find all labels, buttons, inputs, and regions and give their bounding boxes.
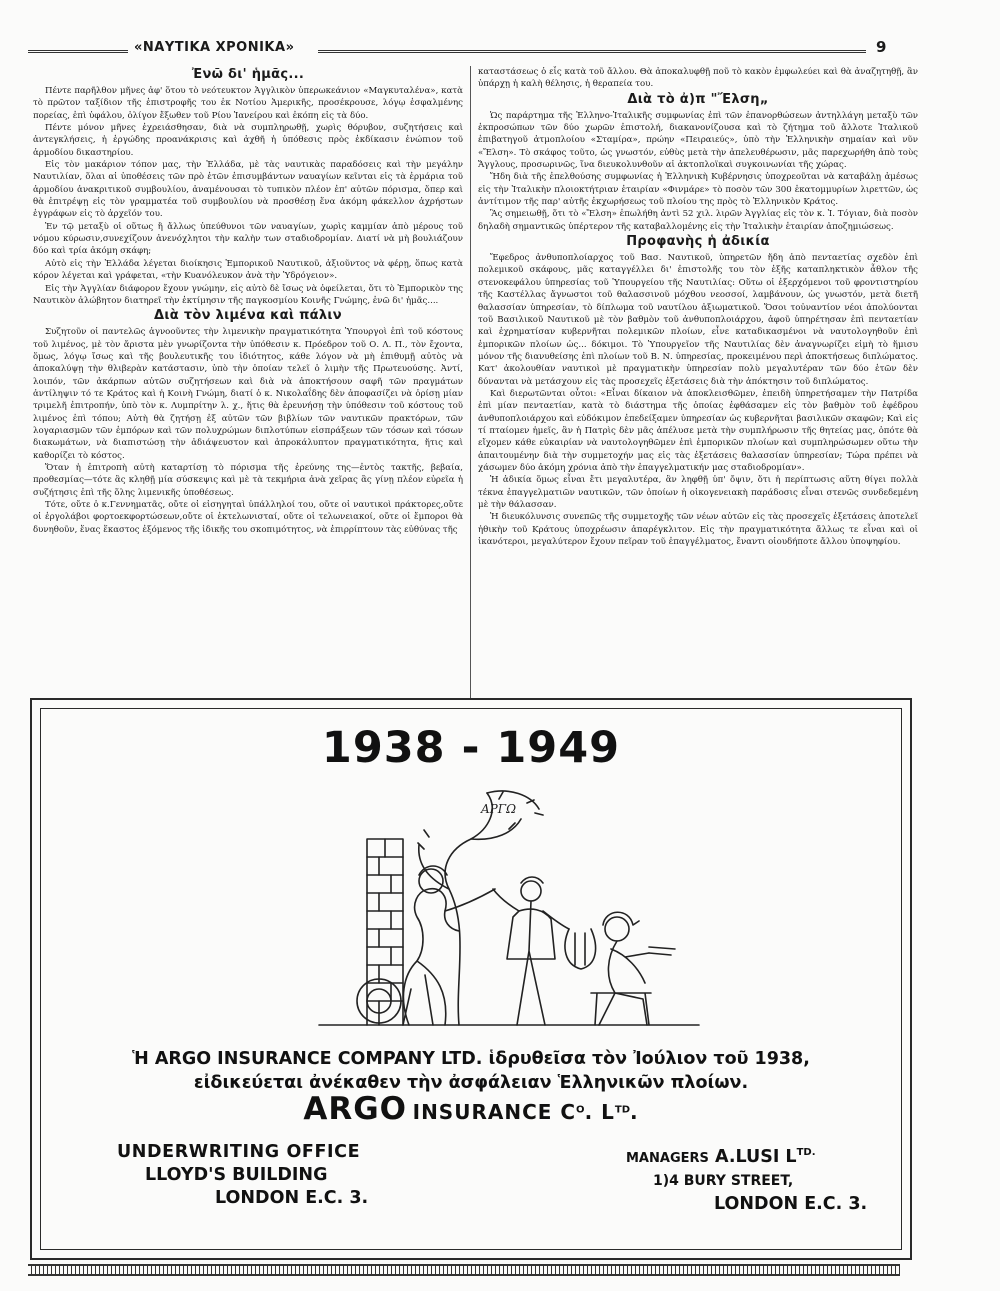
page-number: 9 — [876, 38, 887, 56]
article-paragraph: Ἂς σημειωθῇ, ὅτι τὸ «Ἔλση» ἐπωλήθη ἀντὶ 52 χιλ. λιρῶν Ἀγγλίας εἰς τὸν κ. Ἰ. Τόγιαν, διὰ ποσὸν δηλαδὴ σημαντικῶς ὑπέρτερον τῆς καταβαλλομένης εἰς τὴν Ἰταλικὴν ἑταιρίαν ἀποζημιώσεως. — [478, 209, 918, 232]
article-paragraph: Ἐν τῷ μεταξὺ οἱ οὕτως ἢ ἄλλως ὑπεύθυνοι τῶν ναυαγίων, χωρὶς καμμίαν ἀπὸ μέρους τοῦ νόμου κύρωσιν,συνεχίζουν ἀνενόχλητοι τὴν καλὴν των σταδιοδρομίαν. Διατί νὰ μὴ βουλιάζουν δύο καὶ τρία ἀκόμη σκάφη; — [33, 221, 463, 257]
ad-tagline-line-2: εἰδικεύεται ἀνέκαθεν τὴν ἀσφάλειαν Ἑλληνικῶν πλοίων. — [193, 1073, 749, 1093]
article-paragraph: Ὡς παράρτημα τῆς Ἑλληνο-Ἰταλικῆς συμφωνίας ἐπὶ τῶν ἐπανορθώσεων ἀντηλλάγη μεταξὺ τῶν ἐκπροσώπων τῶν δύο χωρῶν ἐπιστολή, διακανονίζουσα καὶ τὸ ζήτημα τοῦ ἄλλοτε Ἰταλικοῦ ἐπιβατηγοῦ ἀτμοπλοίου «Σταμίρα», πρώην «Πειραιεύς», ὑπὸ τὴν Ἑλληνικὴν σημαίαν καὶ νῦν «Ἔλση». Τὸ σκάφος τοῦτο, ὡς γνωστόν, εὐθὺς μετὰ τὴν ἀπελευθέρωσιν, μᾶς παρεχωρήθη ἀπὸ τοὺς Ἄγγλους, προσωρινῶς, ἵνα διευκολυνθοῦν αἱ ἀκτοπλοϊκαὶ συγκοινωνίαι τῆς χώρας. — [478, 110, 918, 171]
article-paragraph: Ἔφεδρος ἀνθυποπλοίαρχος τοῦ Βασ. Ναυτικοῦ, ὑπηρετῶν ἤδη ἀπὸ πενταετίας σχεδὸν ἐπὶ πολεμικοῦ σκάφους, μᾶς καταγγέλλει δι' ἐπιστολῆς του τὸν ἑξῆς καταπληκτικὸν ἆθλον τῆς στενοκεφάλου ὑπηρεσίας τοῦ Ὑπουργείου τῆς Ναυτιλίας: Οὕτω οἱ ἐξερχόμενοι τοῦ φροντιστηρίου τῆς Καστέλλας ἄγνωστοι τοῦ θαλασσινοῦ μόχθου νεοσσοί, λαμβάνουν, ὡς γνωστόν, μετὰ διετῆ θαλασσίαν ὑπηρεσίαν, τὸ δίπλωμα τοῦ ναυτίλου ἀξιωματικοῦ. Ὅσοι τοὐναντίον νέοι ἀπολύονται τοῦ Βασιλικοῦ Ναυτικοῦ μὲ τὸν βαθμὸν τοῦ ἀνθυποπλοιάρχου, ἀφοῦ ὑπηρέτησαν ἐπὶ πενταετίαν καὶ ἐχρηματίσαν κυβερνῆται πολεμικῶν πλοίων, εἶνε καταδικασμένοι νὰ ναυτολογηθοῦν ἐπὶ ἐμπορικῶν πλοίων ὡς... δόκιμοι. Τὸ Ὑπουργεῖον τῆς Ναυτιλίας δὲν ἀναγνωρίζει εἰμὴ τὸ ἥμισυ μόνον τῆς διανυθείσης ἐπὶ πλοίων τοῦ Β. Ν. ὑπηρεσίας, προκειμένου περὶ ἀποκτήσεως διπλώματος. Κατ' ἀκολουθίαν ναυτικοὶ μὲ πραγματικὴν ὑπηρεσίαν πολὺ μεγαλυτέραν τῶν δύο ἐτῶν δὲν δύνανται νὰ μετάσχουν εἰς τὰς προσεχεῖς ἐξετάσεις διὰ τὴν ἀπόκτησιν τοῦ διπλώματος. — [478, 253, 918, 387]
article-paragraph: Εἰς τὴν Ἀγγλίαν διάφορον ἔχουν γνώμην, εἰς αὐτὸ δὲ ἴσως νὰ ὀφείλεται, ὅτι τὸ Ἐμπορικὸν της Ναυτικὸν ἀλώβητον διατηρεῖ τὴν ἐκτίμησιν τῆς παγκοσμίου Κοινῆς Γνώμης, ἐνῶ δι' ἡμᾶς.... — [33, 283, 463, 306]
office-line-3: LONDON E.C. 3. — [215, 1188, 369, 1208]
section-heading-adikia: Προφανὴς ἡ ἀδικία — [626, 234, 770, 250]
brand-sep: . L — [584, 1100, 615, 1124]
managers-name: A.LUSI L — [714, 1146, 797, 1167]
managers-sup: TD. — [796, 1147, 816, 1158]
header-rule-right — [318, 50, 866, 53]
greek-vase-illustration — [299, 779, 719, 1034]
argo-insurance-advertisement — [30, 698, 912, 1260]
managers-address — [626, 1141, 867, 1216]
brand-insurance: INSURANCE C — [412, 1100, 577, 1124]
journal-title: «ΝΑΥΤΙΚΑ ΧΡΟΝΙΚΑ» — [134, 40, 295, 55]
office-line-1: UNDERWRITING OFFICE — [117, 1142, 361, 1162]
illustration-inscription: ΑΡΓΩ — [481, 802, 517, 816]
article-paragraph: καταστάσεως ὁ εἷς κατὰ τοῦ ἄλλου. Θὰ ἀποκαλυφθῇ ποῦ τὸ κακὸν ἐμφωλεύει καὶ θὰ ἀναζητηθῇ, ἂν ὑπάρχῃ ἡ καλὴ θέλησις, ἡ θεραπεία του. — [478, 67, 918, 90]
header-rule-left — [28, 50, 128, 53]
article-paragraph: Τότε, οὔτε ὁ κ.Γεννηματᾶς, οὔτε οἱ εἰσηγηταὶ ὑπάλληλοί του, οὔτε οἱ ναυτικοὶ πράκτορες,οὔτε οἱ ἐργολάβοι φορτοεκφορτώσεων,οὔτε οἱ ἐκτελωνισταί, οὔτε οἱ τελωνειακοί, οὔτε οἱ ἔμποροι θὰ δυνηθοῦν, ἕνας ἕκαστος ἐξόμενος τῆς ἰδικῆς του σκοπιμότητος, νὰ ἐπιρρίπτουν τὰς εὐθύνας τῆς — [33, 500, 463, 535]
office-line-2: LLOYD'S BUILDING — [145, 1165, 328, 1185]
article-paragraph: Εἰς τὸν μακάριον τόπον μας, τὴν Ἑλλάδα, μὲ τὰς ναυτικὰς παραδόσεις καὶ τὴν μεγάλην Ναυτιλίαν, ὅλαι αἱ ὑποθέσεις τῶν πρὸ ἐτῶν ἐπισυμβάντων ναυαγίων κεῖνται εἰς τὰ ἐρμάρια τοῦ ἁρμοδίου ἀνακριτικοῦ συμβουλίου, ἀναμένουσαι τὸ τυπικὸν πλέον ἐπ' αὐτῶν πόρισμα, ὅπερ καὶ θὰ ἐπιτρέψῃ εἰς τὸν γραμματέα τοῦ συμβουλίου νὰ προσθέσῃ ἕνα ἀκόμη φάκελλον ἀχρήστων ἐγγράφων εἰς τὸ ἀρχεῖόν του. — [33, 160, 463, 220]
brand-sup-o: O — [576, 1104, 585, 1116]
column-divider — [470, 66, 471, 698]
article-paragraph: Ἡ διευκόλυνσις συνεπῶς τῆς συμμετοχῆς τῶν νέων αὐτῶν εἰς τὰς προσεχεῖς ἐξετάσεις ἀποτελεῖ ἠθικὴν τοῦ Κράτους ὑποχρέωσιν ἀπαρέγκλιτον. Εἰς τὴν πραγματικότητα ἄλλως τε εἶναι καὶ οἱ ἱκανότεροι, μεγαλύτερον ἔχουν πεῖραν τοῦ ἐπαγγέλματος, ἔναντι οἱουδήποτε ἄλλου ὑποψηφίου. — [478, 512, 918, 548]
managers-line-2: 1)4 BURY STREET, — [653, 1172, 794, 1189]
article-paragraph: Ἡ ἀδικία ὅμως εἶναι ἔτι μεγαλυτέρα, ἂν ληφθῇ ὑπ' ὄψιν, ὅτι ἡ περίπτωσις αὕτη θίγει πολλὰ τέκνα ἐπαγγελματιῶν ναυτικῶν, τῶν ὁποίων ἡ οἰκογενειακὴ παράδοσις εἶναι στενῶς συνδεδεμένη μὲ τὴν θάλασσαν. — [478, 475, 918, 510]
article-paragraph: Καὶ διερωτῶνται οὗτοι: «Εἶναι δίκαιον νὰ ἀποκλεισθῶμεν, ἐπειδὴ ὑπηρετήσαμεν τὴν Πατρίδα ἐπὶ μίαν πενταετίαν, κατὰ τὸ διάστημα τῆς ὁποίας ἐφθάσαμεν εἰς τὸν βαθμὸν τοῦ ἐφέδρου ἀνθυποπλοιάρχου καὶ εὐδόκιμον ἐπεδείξαμεν ὑπηρεσίαν ὡς κυβερνῆται βασιλικῶν σκαφῶν; Καὶ εἰς τί πταίομεν ἡμεῖς, ἂν ἡ Πατρὶς δὲν μᾶς ἀπέλυσε μετὰ τὴν συμπλήρωσιν τῆς θητείας μας, ὁπότε θὰ εἴχομεν κάθε εὐκαιρίαν νὰ ναυτολογηθῶμεν ἐπὶ ἐμπορικῶν πλοίων καὶ συμπληρώσωμεν οὕτω τὴν ἀπαιτουμένην διὰ τὴν συμμετοχήν μας εἰς τὰς ἐξετάσεις θαλασσίαν ὑπηρεσίαν; Τώρα πρέπει νὰ χάσωμεν δύο ἀκόμη χρόνια ἀπὸ τὴν ἐπαγγελματικήν μας σταδιοδρομίαν». — [478, 388, 918, 473]
ad-brand-name — [41, 1091, 901, 1127]
managers-lead: MANAGERS — [626, 1150, 709, 1166]
left-column — [33, 66, 463, 700]
managers-line-1 — [626, 1141, 867, 1170]
ad-years-heading: 1938 - 1949 — [321, 723, 621, 773]
underwriting-office-address — [117, 1141, 368, 1210]
article-paragraph: Συζητοῦν οἱ παντελῶς ἀγνοοῦντες τὴν λιμενικὴν πραγματικότητα Ὑπουργοὶ ἐπὶ τοῦ κόστους τοῦ λιμένος, μὲ τὸν ἄριστα μὲν γνωρίζοντα τὴν ὑπόθεσιν κ. Πρόεδρον τοῦ Ο. Λ. Π., τὸν ἔχοντα, ὅμως, λόγῳ ἴσως καὶ τῆς βουλευτικῆς του ἰδιότητος, κάθε λόγον νὰ μὴ ἐπιθυμῇ αὐτὸς νὰ ἀποκαλύψῃ τὴν θλιβερὰν κατάστασιν, ὑπὸ τὴν ὁποίαν τελεῖ ὁ λιμὴν τῆς Πρωτευούσης. Ἀντί, λοιπόν, τῶν ἀκάρπων αὐτῶν συζητήσεων καὶ διὰ νὰ ἀποκτήσουν σαφῆ τῶν πραγμάτων ἀντίληψιν τό τε Κράτος καὶ ἡ Κοινὴ Γνώμη, διατί ὁ κ. Νικολαΐδης δὲν ἀποφασίζει νὰ ὁρίσῃ μίαν τριμελῆ ἐπιτροπήν, ὑπὸ τὸν κ. Λυμπρίτην λ. χ., ἥτις θὰ ἐρευνήσῃ τὴν ὑπόθεσιν τοῦ κόστους τοῦ λιμένος ἐπὶ τόπου; Αὐτὴ θὰ ζητήσῃ ἐξ αὐτῶν τῶν βιβλίων τῶν ναυτικῶν πρακτόρων, τῶν λογαριασμῶν τῶν ἐμπόρων καὶ τῶν πολυχρώμων διπλοτύπων εἰσπράξεων τῶν τόσων καὶ τόσων διακωμάτων, νὰ διαπιστώσῃ τὴν ἀδιάψευστον καὶ ἀπροκάλυπτον πραγματικότητα, ἥτις καὶ καθορίζει τὸ κόστος. — [33, 327, 463, 461]
section-heading-elsi: Διὰ τὸ ἀ)π "Ἔλση„ — [627, 91, 769, 107]
running-header — [28, 38, 898, 58]
managers-line-3: LONDON E.C. 3. — [714, 1193, 868, 1214]
article-paragraph: Ἤδη διὰ τῆς ἐπελθούσης συμφωνίας ἡ Ἑλληνικὴ Κυβέρνησις ὑποχρεοῦται νὰ καταβάλῃ ἀμέσως εἰς τὴν Ἰταλικὴν πλοιοκτήτριαν ἑταιρίαν «Φινμάρε» τὸ ποσὸν τῶν 300 ἑκατομμυρίων λιρεττῶν, ὡς ἀντίτιμον τῆς παρ' αὐτῆς ἐκχωρήσεως τοῦ πλοίου της πρὸς τὸ Ἑλληνικὸν Κράτος. — [478, 172, 918, 208]
section-heading-enw-di-imas: Ἐνῶ δι' ἡμᾶς... — [191, 67, 305, 82]
ad-tagline-line-1: Ἡ ARGO INSURANCE COMPANY LTD. ἱδρυθεῖσα τὸν Ἰούλιον τοῦ 1938, — [132, 1049, 810, 1069]
ad-tagline — [41, 1047, 901, 1095]
ad-inner-frame — [40, 708, 902, 1250]
brand-sup-td: TD — [614, 1104, 630, 1116]
brand-argo: ARGO — [303, 1091, 408, 1127]
article-paragraph: Ὅταν ἡ ἐπιτροπὴ αὐτὴ καταρτίσῃ τὸ πόρισμα τῆς ἐρεύνης της—ἐντὸς τακτῆς, βεβαία, προθεσμίας—τότε ἂς κληθῇ μία σύσκεψις καὶ μὲ τὰ τεκμήρια ἀνὰ χεῖρας ἂς γίνῃ πλέον εὐρεῖα ἡ συζήτησις ἐπὶ τῆς ὅλης λιμενικῆς ὑποθέσεως. — [33, 462, 463, 498]
right-column — [478, 66, 918, 700]
article-paragraph: Αὐτὸ εἰς τὴν Ἑλλάδα λέγεται διοίκησις Ἐμπορικοῦ Ναυτικοῦ, ἀξιοῦντος νὰ φέρῃ, ὅπως κατὰ κόρον λέγεται καὶ γράφεται, «τὴν Κυανόλευκον ἀνὰ τὴν Ὑδρόγειον». — [33, 258, 463, 282]
article-paragraph: Πέντε παρῆλθον μῆνες ἀφ' ὅτου τὸ νεότευκτον Ἀγγλικὸν ὑπερωκεάνιον «Μαγκυταλένα», κατὰ τὸ πρῶτον ταξίδιον τῆς ἐπιστροφῆς του ἐκ Νοτίου Ἀμερικῆς, προσέκρουσε, λόγῳ ἐσφαλμένης πορείας, ἐπὶ ὑφάλου, ὀλίγον ἔξωθεν τοῦ Ρίου Ἰανείρου καὶ ἐκόπη εἰς τὰ δύο. — [33, 86, 463, 121]
section-heading-limena: Διὰ τὸν λιμένα καὶ πάλιν — [154, 308, 342, 324]
article-paragraph: Πέντε μόνον μῆνες ἐχρειάσθησαν, διὰ νὰ συμπληρωθῇ, χωρὶς θόρυβον, συζητήσεις καὶ ἀντεγκλήσεις, ἡ ἐργώδης προανάκρισις καὶ ἀχθῆ ἡ ὑπόθεσις πρὸς ἐκδίκασιν ἐνώπιον τοῦ ἁρμοδίου δικαστηρίου. — [33, 123, 463, 158]
brand-end: . — [630, 1100, 639, 1124]
page-footer-border — [28, 1264, 900, 1276]
